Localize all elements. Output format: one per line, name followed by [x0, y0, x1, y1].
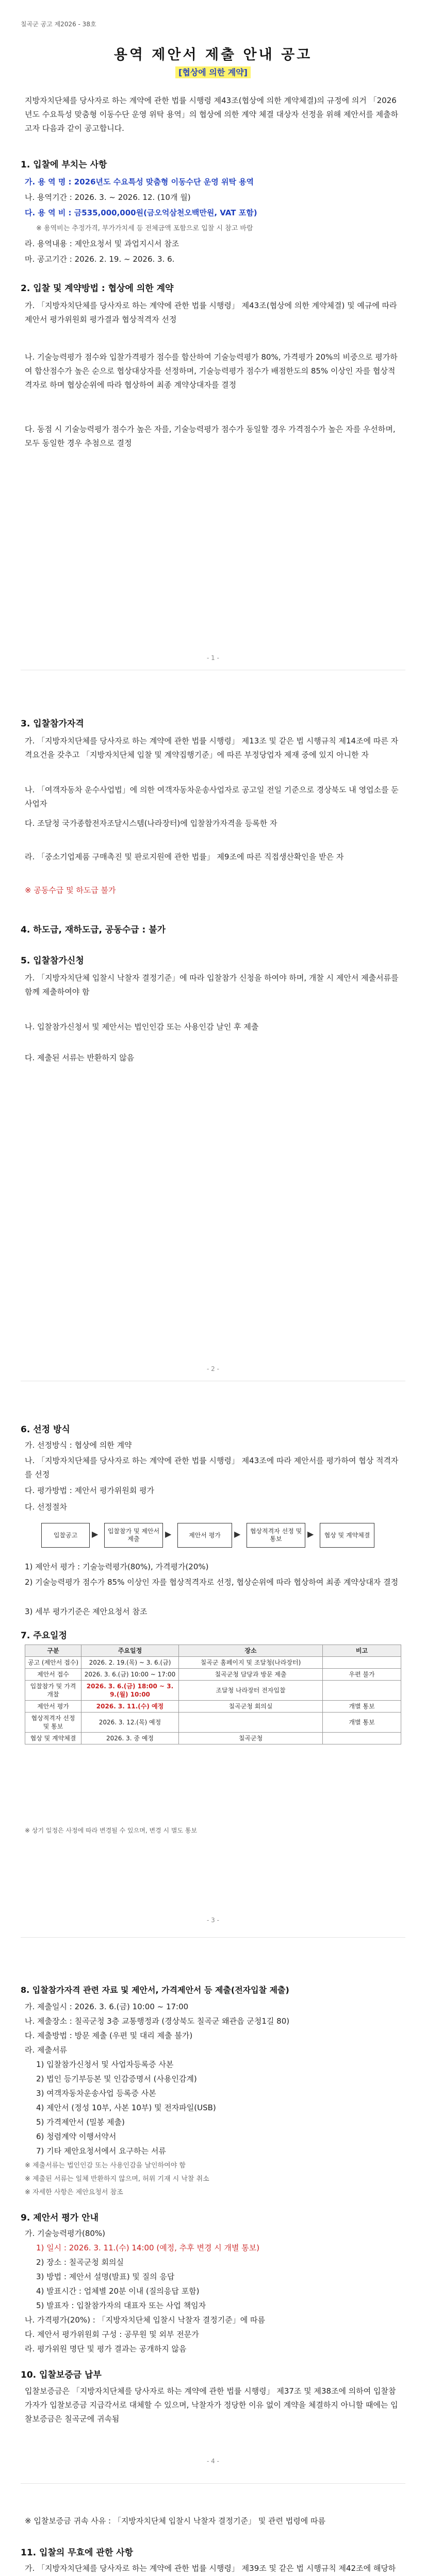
- table-cell: 2026. 3. 6.(금) 18:00 ~ 3. 9.(월) 10:00: [81, 1681, 179, 1701]
- arrow-icon: ▶: [165, 1529, 172, 1539]
- section-6-item: 2) 기술능력평가 점수가 85% 이상인 자를 협상적격자로 선정, 협상순위에 따라 협상하여 최종 계약상대자 결정: [25, 1578, 399, 1587]
- section-8-item: 라. 제출서류: [25, 2045, 67, 2055]
- section-2-para: 나. 기술능력평가 점수와 입찰가격평가 점수를 합산하여 기술능력평가 80%, 가격평가 20%의 비중으로 평가하여 합산점수가 높은 순으로 협상대상자를 선정하며, 기술능력평가 점수가 배점한도의 85% 이상인 자를 협상적격자로 하며 협상순위에 따라 협상하여 최종 계약상대자를 결정: [25, 352, 398, 389]
- section-3-item: 가. 「지방자치단체를 당사자로 하는 계약에 관한 법률 시행령」 제13조 및 같은 법 시행규칙 제14조에 따른 자격요건을 갖추고 「지방자치단체 입찰 및 계약집행기준」에 따른 부정당업자 제재 중에 있지 아니한 자: [25, 736, 399, 759]
- section-8-item: 4) 제안서 (정성 10부, 사본 10부) 및 전자파일(USB): [36, 2103, 216, 2112]
- table-cell: 2026. 3. 11.(수) 예정: [81, 1701, 179, 1713]
- arrow-icon: ▶: [92, 1529, 99, 1539]
- table-row: [25, 1657, 401, 1669]
- table-cell: 칠곡군청 담당과 방문 제출: [179, 1669, 323, 1681]
- section-9-item: 나. 가격평가(20%) : 「지방자치단체 입찰시 낙찰자 결정기준」에 따름: [25, 2315, 266, 2325]
- flow-step: 입찰공고: [41, 1523, 90, 1548]
- table-cell: 협상적격자 선정 및 통보: [25, 1713, 81, 1733]
- table-header: 주요일정: [81, 1645, 179, 1657]
- section-9-item: 1) 일시 : 2026. 3. 11.(수) 14:00 (예정, 추후 변경 시 개별 통보): [36, 2243, 260, 2252]
- flow-step: 협상적격자 선정 및 통보: [247, 1523, 305, 1548]
- section-6-item: 가. 선정방식 : 협상에 의한 계약: [25, 1440, 132, 1450]
- section-5-title: 5. 입찰참가신청: [21, 956, 84, 966]
- flow-step: 협상 및 계약체결: [320, 1523, 374, 1548]
- selection-flowchart: [41, 1520, 392, 1551]
- table-cell: 2026. 2. 19.(목) ~ 3. 6.(금): [81, 1657, 179, 1669]
- table-cell: 개별 통보: [323, 1713, 401, 1733]
- table-header-row: [25, 1645, 401, 1657]
- table-cell: 협상 및 계약체결: [25, 1733, 81, 1744]
- table-row: [25, 1713, 401, 1733]
- flow-step: 입찰참가 및 제안서 제출: [104, 1523, 163, 1548]
- table-cell: 2026. 3. 12.(목) 예정: [81, 1713, 179, 1733]
- section-1-item: 다. 용 역 비 : 금535,000,000원(금오억삼천오백만원, VAT 포함): [25, 208, 257, 217]
- table-cell: 공고 (제안서 접수): [25, 1657, 81, 1669]
- table-row: [25, 1733, 401, 1744]
- page-title: 용역 제안서 제출 안내 공고: [113, 47, 313, 63]
- section-8-item: 다. 제출방법 : 방문 제출 (우편 및 대리 제출 불가): [25, 2031, 193, 2040]
- section-10-title: 10. 입찰보증금 납부: [21, 2370, 102, 2380]
- page-divider: [21, 2483, 405, 2484]
- section-8-note: ※ 제출된 서류는 일체 반환하지 않으며, 허위 기재 시 낙찰 취소: [25, 2175, 209, 2183]
- section-9-item: 4) 발표시간 : 업체별 20분 이내 (질의응답 포함): [36, 2286, 200, 2296]
- table-cell: [323, 1681, 401, 1701]
- section-6-item: 다. 평가방법 : 제안서 평가위원회 평가: [25, 1486, 155, 1495]
- subtitle-wrap: [0, 66, 426, 78]
- section-1-note: ※ 용역비는 추정가격, 부가가치세 등 전체금액 포함으로 입찰 시 참고 바람: [36, 225, 253, 232]
- table-cell: 2026. 3. 6.(금) 10:00 ~ 17:00: [81, 1669, 179, 1681]
- section-6-item: 나. 「지방자치단체를 당사자로 하는 계약에 관한 법률 시행령」 제43조에 따라 제안서를 평가하여 협상 적격자를 선정: [25, 1456, 399, 1479]
- section-1-item: 마. 공고기간 : 2026. 2. 19. ~ 2026. 3. 6.: [25, 255, 175, 264]
- section-10-note: ※ 입찰보증금 귀속 사유 : 「지방자치단체 입찰시 낙찰자 결정기준」 및 관련 법령에 따름: [25, 2516, 326, 2526]
- table-cell: [179, 1713, 323, 1733]
- section-1-item: 라. 용역내용 : 제안요청서 및 과업지시서 참조: [25, 239, 179, 248]
- table-header: 구분: [25, 1645, 81, 1657]
- section-3-item: 나. 「여객자동차 운수사업법」에 의한 여객자동차운송사업자로 공고일 전일 기준으로 경상북도 내 영업소를 둔 사업자: [25, 785, 399, 808]
- table-cell: 우편 불가: [323, 1669, 401, 1681]
- section-8-item: 가. 제출일시 : 2026. 3. 6.(금) 10:00 ~ 17:00: [25, 2002, 189, 2011]
- schedule-table: [25, 1645, 401, 1744]
- flow-step: 제안서 평가: [177, 1523, 232, 1548]
- section-11-title: 11. 입찰의 무효에 관한 사항: [21, 2548, 134, 2558]
- section-6-item: 1) 제안서 평가 : 기술능력평가(80%), 가격평가(20%): [25, 1562, 209, 1571]
- page-number: - 4 -: [207, 2458, 219, 2465]
- page-divider: [21, 1937, 405, 1938]
- table-cell: 개별 통보: [323, 1701, 401, 1713]
- table-cell: 제안서 접수: [25, 1669, 81, 1681]
- page-number: - 3 -: [207, 1917, 219, 1924]
- section-11-item: 가. 「지방자치단체를 당사자로 하는 계약에 관한 법률 시행령」 제39조 및 같은 법 시행규칙 제42조에 해당하: [25, 2564, 396, 2573]
- section-2-para: 가. 「지방자치단체를 당사자로 하는 계약에 관한 법률 시행령」 제43조(협상에 의한 계약체결) 및 예규에 따라 제안서 평가위원회 평가결과 협상적격자 선정: [25, 301, 397, 324]
- notice-number: 칠곡군 공고 제2026 - 38호: [21, 21, 96, 28]
- section-8-note: ※ 자세한 사항은 제안요청서 참조: [25, 2189, 123, 2196]
- section-3-note: ※ 공동수급 및 하도급 불가: [25, 886, 116, 895]
- section-5-para: 다. 제출된 서류는 반환하지 않음: [25, 1053, 135, 1062]
- section-9-item: 가. 기술능력평가(80%): [25, 2229, 106, 2238]
- table-row: [25, 1669, 401, 1681]
- section-9-title: 9. 제안서 평가 안내: [21, 2213, 99, 2223]
- table-cell: 칠곡군청 회의실: [179, 1701, 323, 1713]
- section-8-item: 나. 제출장소 : 칠곡군청 3층 교통행정과 (경상북도 칠곡군 왜관읍 군청1길 80): [25, 2016, 290, 2026]
- arrow-icon: ▶: [307, 1529, 314, 1539]
- section-9-item: 라. 평가위원 명단 및 평가 결과는 공개하지 않음: [25, 2344, 187, 2353]
- section-1-item: 가. 용 역 명 : 2026년도 수요특성 맞춤형 이동수단 운영 위탁 용역: [25, 177, 254, 187]
- section-8-item: 5) 가격제안서 (밀봉 제출): [36, 2117, 125, 2127]
- section-9-item: 다. 제안서 평가위원회 구성 : 공무원 및 외부 전문가: [25, 2330, 199, 2339]
- section-8-item: 1) 입찰참가신청서 및 사업자등록증 사본: [36, 2060, 174, 2069]
- page-subtitle: [협상에 의한 계약]: [175, 66, 251, 78]
- table-row: [25, 1701, 401, 1713]
- page-number: - 2 -: [207, 1365, 219, 1372]
- table-cell: 입찰참가 및 가격개찰: [25, 1681, 81, 1701]
- section-6-title: 6. 선정 방식: [21, 1425, 70, 1435]
- table-cell: 제안서 평가: [25, 1701, 81, 1713]
- section-3-title: 3. 입찰참가자격: [21, 719, 84, 729]
- section-5-para: 가. 「지방자치단체 입찰시 낙찰자 결정기준」에 따라 입찰참가 신청을 하여야 하며, 개찰 시 제안서 제출서류를 함께 제출하여야 함: [25, 973, 399, 996]
- section-8-item: 2) 법인 등기부등본 및 인감증명서 (사용인감계): [36, 2074, 197, 2083]
- page-number: - 1 -: [207, 654, 219, 662]
- flow-title: 다. 선정절차: [25, 1502, 67, 1512]
- table-header: 비고: [323, 1645, 401, 1657]
- section-8-title: 8. 입찰참가자격 관련 자료 및 제안서, 가격제안서 등 제출(전자입찰 제출): [21, 1985, 289, 1995]
- arrow-icon: ▶: [234, 1529, 241, 1539]
- section-6-item: 3) 세부 평가기준은 제안요청서 참조: [25, 1607, 148, 1616]
- table-cell: 칠곡군청: [179, 1733, 323, 1744]
- table-cell: 칠곡군 홈페이지 및 조달청(나라장터): [179, 1657, 323, 1669]
- section-9-item: 2) 장소 : 칠곡군청 회의실: [36, 2258, 124, 2267]
- section-2-para: 다. 동점 시 기술능력평가 점수가 높은 자를, 기술능력평가 점수가 동일할 경우 가격점수가 높은 자를 우선하며, 모두 동일한 경우 추첨으로 결정: [25, 425, 396, 448]
- table-cell: [323, 1657, 401, 1669]
- intro-paragraph: 지방자치단체를 당사자로 하는 계약에 관한 법률 시행령 제43조(협상에 의한 계약체결)의 규정에 의거 「2026년도 수요특성 맞춤형 이동수단 운영 위탁 용역」의 협상에 의한 계약 체결 대상자 선정을 위해 제안서를 제출하고자 다음과 같이 공고합니다.: [25, 96, 399, 133]
- section-4-title: 4. 하도급, 재하도급, 공동수급 : 불가: [21, 925, 166, 935]
- section-1-item: 나. 용역기간 : 2026. 3. ~ 2026. 12. (10개 월): [25, 193, 191, 202]
- section-8-item: 3) 여객자동차운송사업 등록증 사본: [36, 2089, 156, 2098]
- section-8-item: 6) 청렴계약 이행서약서: [36, 2132, 117, 2141]
- section-3-item: 라. 「중소기업제품 구매촉진 및 판로지원에 관한 법률」 제9조에 따른 직접생산확인을 받은 자: [25, 852, 344, 861]
- section-3-item: 다. 조달청 국가종합전자조달시스템(나라장터)에 입찰참가자격을 등록한 자: [25, 819, 277, 828]
- section-9-item: 3) 방법 : 제안서 설명(발표) 및 질의 응답: [36, 2272, 175, 2281]
- table-row: [25, 1681, 401, 1701]
- section-2-title: 2. 입찰 및 계약방법 : 협상에 의한 계약: [21, 283, 174, 294]
- section-5-para: 나. 입찰참가신청서 및 제안서는 법인인감 또는 사용인감 날인 후 제출: [25, 1022, 259, 1031]
- table-cell: 조달청 나라장터 전자입찰: [179, 1681, 323, 1701]
- section-7-title: 7. 주요일정: [21, 1631, 67, 1641]
- table-cell: 2026. 3. 중 예정: [81, 1733, 179, 1744]
- section-10-para: 입찰보증금은 「지방자치단체를 당사자로 하는 계약에 관한 법률 시행령」 제37조 및 제38조에 의하여 입찰참가자가 입찰보증금 지급각서로 대체할 수 있으며, 낙찰자가 정당한 이유 없이 계약을 체결하지 아니할 때에는 입찰보증금은 칠곡군에 귀속됨: [25, 2386, 398, 2424]
- section-8-item: 7) 기타 제안요청서에서 요구하는 서류: [36, 2146, 166, 2156]
- section-1-title: 1. 입찰에 부치는 사항: [21, 160, 107, 170]
- section-9-item: 5) 발표자 : 입찰참가자의 대표자 또는 사업 책임자: [36, 2301, 206, 2310]
- section-8-note: ※ 제출서류는 법인인감 또는 사용인감을 날인하여야 함: [25, 2162, 186, 2170]
- schedule-note: ※ 상기 일정은 사정에 따라 변경될 수 있으며, 변경 시 별도 통보: [25, 1827, 198, 1834]
- table-cell: [323, 1733, 401, 1744]
- table-header: 장소: [179, 1645, 323, 1657]
